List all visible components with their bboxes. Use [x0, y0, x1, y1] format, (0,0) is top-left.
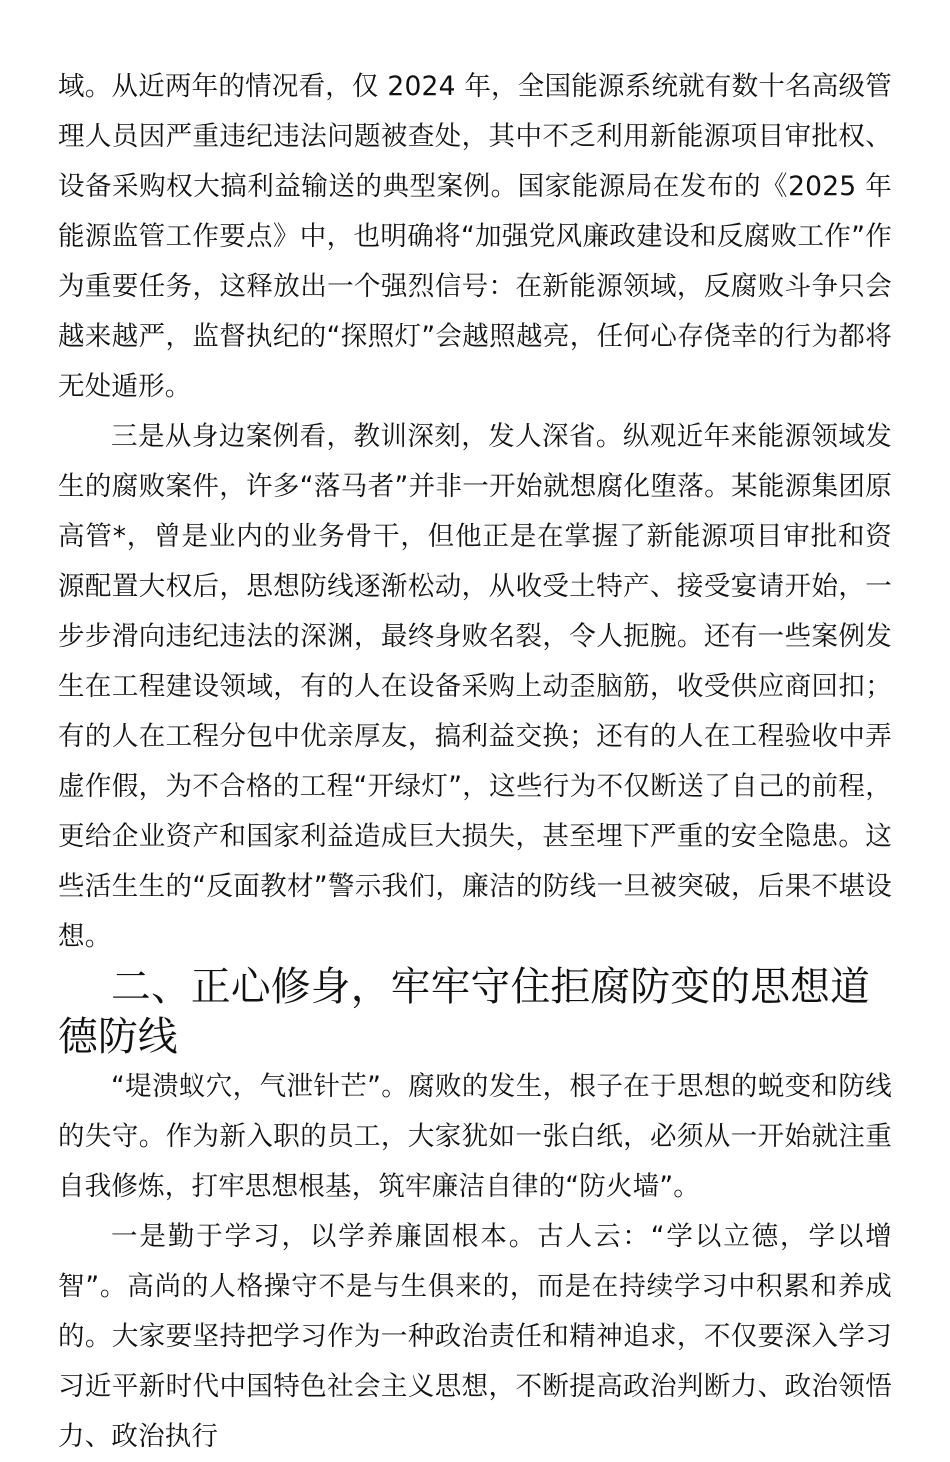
paragraph-study: 一是勤于学习，以学养廉固根本。古人云：“学以立德，学以增智”。高尚的人格操守不是与生俱来的，而是在持续学习中积累和养成的。大家要坚持把学习作为一种政治责任和精神追求，不仅要深入学习习近平新时代中国特色社会主义思想，不断提高政治判断力、政治领悟力、政治执行 — [58, 1221, 892, 1452]
paragraph-continuation: 域。从近两年的情况看，仅 2024 年，全国能源系统就有数十名高级管理人员因严重违纪违法问题被查处，其中不乏利用新能源项目审批权、设备采购权大搞利益输送的典型案例。国家能源局在发布的《2025 年能源监管工作要点》中，也明确将“加强党风廉政建设和反腐败工作”作为重要任务，这释放出一个强烈信号：在新能源领域，反腐败斗争只会越来越严，监督执纪的“探照灯”会越照越亮，任何心存侥幸的行为都将无处遁形。 — [58, 71, 892, 402]
document-page — [58, 62, 892, 1462]
paragraph-case-examples: 三是从身边案例看，教训深刻，发人深省。纵观近年来能源领域发生的腐败案件，许多“落马者”并非一开始就想腐化堕落。某能源集团原高管*，曾是业内的业务骨干，但他正是在掌握了新能源项目审批和资源配置大权后，思想防线逐渐松动，从收受土特产、接受宴请开始，一步步滑向违纪违法的深渊，最终身败名裂，令人扼腕。还有一些案例发生在工程建设领域，有的人在设备采购上动歪脑筋，收受供应商回扣；有的人在工程分包中优亲厚友，搞利益交换；还有的人在工程验收中弄虚作假，为不合格的工程“开绿灯”，这些行为不仅断送了自己的前程，更给企业资产和国家利益造成巨大损失，甚至埋下严重的安全隐患。这些活生生的“反面教材”警示我们，廉洁的防线一旦被突破，后果不堪设想。 — [58, 421, 892, 952]
section-heading: 二、正心修身，牢牢守住拒腐防变的思想道德防线 — [58, 964, 871, 1060]
paragraph-section-intro: “堤溃蚁穴，气泄针芒”。腐败的发生，根子在于思想的蜕变和防线的失守。作为新入职的员工，大家犹如一张白纸，必须从一开始就注重自我修炼，打牢思想根基，筑牢廉洁自律的“防火墙”。 — [58, 1071, 892, 1202]
